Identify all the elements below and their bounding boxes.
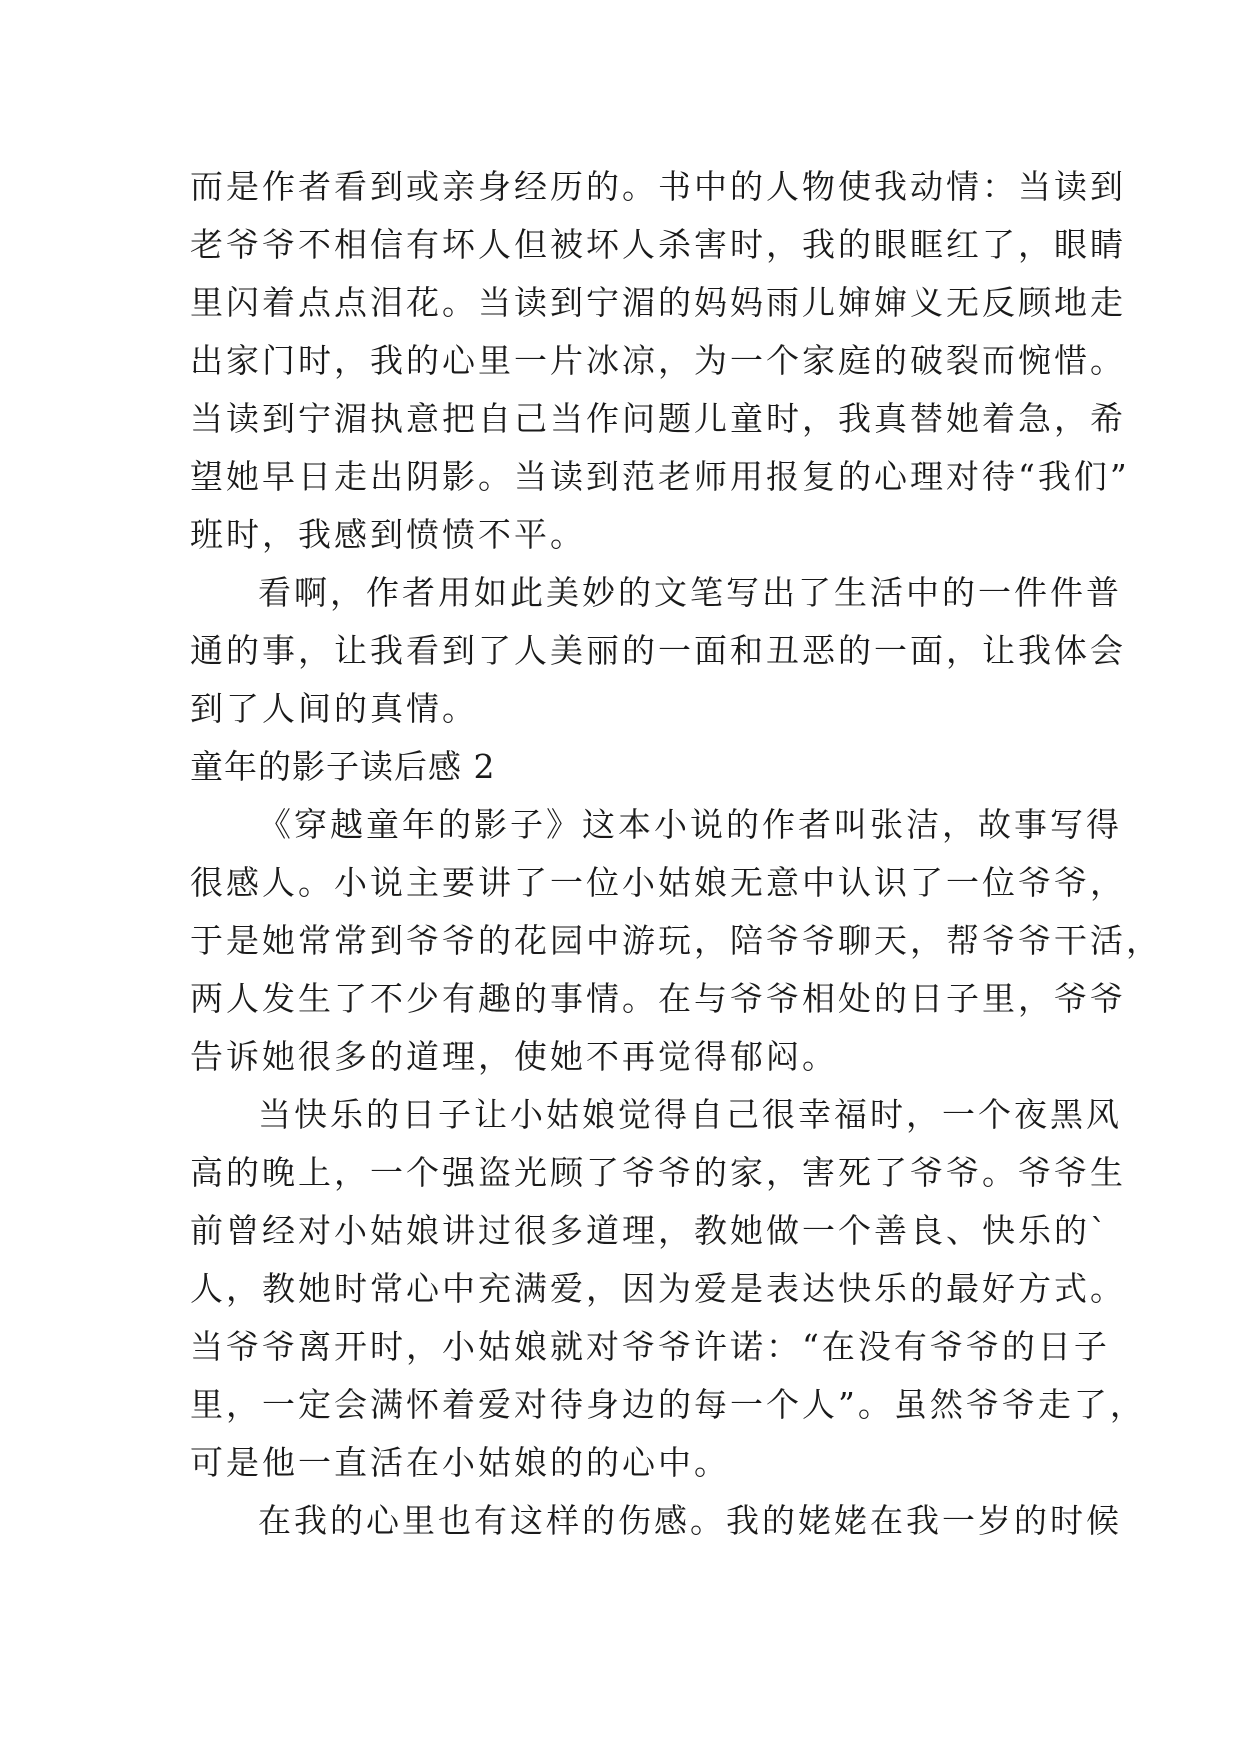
paragraph-line: 里闪着点点泪花。当读到宁湄的妈妈雨儿婶婶义无反顾地走 [190,283,1126,322]
paragraph-line: 看啊，作者用如此美妙的文笔写出了生活中的一件件普 [258,573,1122,612]
paragraph-line: 通的事，让我看到了人美丽的一面和丑恶的一面，让我体会 [190,631,1126,670]
paragraph-line: 很感人。小说主要讲了一位小姑娘无意中认识了一位爷爷， [190,863,1126,902]
paragraph-line: 告诉她很多的道理，使她不再觉得郁闷。 [190,1037,838,1076]
paragraph-line: 当爷爷离开时，小姑娘就对爷爷许诺：“在没有爷爷的日子 [190,1327,1110,1366]
paragraph-line: 到了人间的真情。 [190,689,478,728]
paragraph-line: 可是他一直活在小姑娘的的心中。 [190,1443,730,1482]
body-text [190,158,1162,1550]
paragraph-line: 在我的心里也有这样的伤感。我的姥姥在我一岁的时候 [258,1501,1122,1540]
paragraph-line: 望她早日走出阴影。当读到范老师用报复的心理对待“我们” [190,457,1130,496]
paragraph-line: 里，一定会满怀着爱对待身边的每一个人”。虽然爷爷走了， [190,1385,1146,1424]
paragraph-line: 当读到宁湄执意把自己当作问题儿童时，我真替她着急，希 [190,399,1126,438]
paragraph-line: 老爷爷不相信有坏人但被坏人杀害时，我的眼眶红了，眼睛 [190,225,1126,264]
paragraph-line: 人，教她时常心中充满爱，因为爱是表达快乐的最好方式。 [190,1269,1126,1308]
paragraph-line: 当快乐的日子让小姑娘觉得自己很幸福时，一个夜黑风 [258,1095,1122,1134]
paragraph-line: 班时，我感到愤愤不平。 [190,515,586,554]
paragraph-line: 前曾经对小姑娘讲过很多道理，教她做一个善良、快乐的` [190,1211,1110,1250]
paragraph-line: 于是她常常到爷爷的花园中游玩，陪爷爷聊天，帮爷爷干活， [190,921,1162,960]
paragraph-line: 高的晚上，一个强盗光顾了爷爷的家，害死了爷爷。爷爷生 [190,1153,1126,1192]
paragraph-line: 出家门时，我的心里一片冰凉，为一个家庭的破裂而惋惜。 [190,341,1126,380]
paragraph-line: 《穿越童年的影子》这本小说的作者叫张洁，故事写得 [258,805,1122,844]
paragraph-line: 两人发生了不少有趣的事情。在与爷爷相处的日子里，爷爷 [190,979,1126,1018]
paragraph-line: 而是作者看到或亲身经历的。书中的人物使我动情：当读到 [190,167,1126,206]
section-heading: 童年的影子读后感 2 [190,747,496,786]
